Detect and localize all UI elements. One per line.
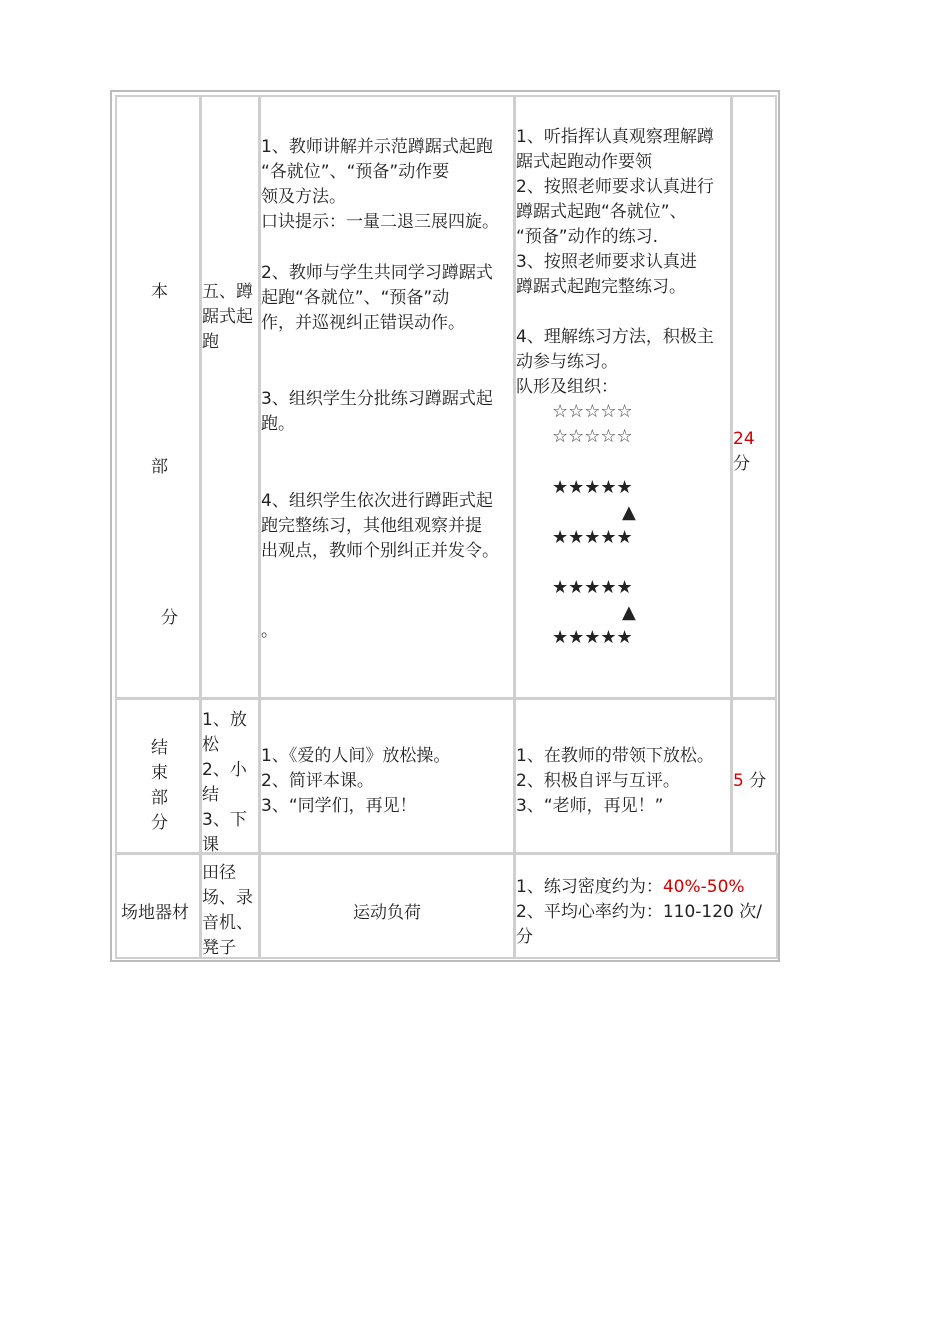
end-item-line: 1、放	[202, 710, 247, 730]
teacher-line: 4、组织学生依次进行蹲距式起	[261, 491, 493, 511]
main-item-line: 踞式起	[202, 307, 253, 327]
end-section-char: 部	[151, 788, 168, 808]
end-teacher-line: 3、“同学们，再见！	[261, 796, 417, 816]
venue-label: 场地器材	[121, 903, 189, 923]
formation-row-solid: ★★★★★	[552, 477, 633, 498]
main-time-cell	[731, 95, 777, 699]
end-section-cell	[115, 698, 201, 854]
end-item-line: 课	[202, 835, 219, 855]
teacher-line: 1、教师讲解并示范蹲踞式起跑	[261, 137, 493, 157]
main-section-cell	[115, 95, 201, 699]
formation-row-hollow: ☆☆☆☆☆	[552, 426, 633, 447]
end-time-value: 5	[733, 771, 744, 791]
flag-marker: ▲	[622, 502, 636, 523]
end-teacher-cell	[259, 698, 515, 854]
end-time-unit: 分	[743, 771, 767, 791]
student-line: 3、按照老师要求认真进	[516, 252, 697, 272]
teacher-line: 3、组织学生分批练习蹲踞式起	[261, 389, 493, 409]
equipment-line: 凳子	[202, 938, 236, 958]
teacher-line: 起跑“各就位”、“预备”动	[261, 288, 450, 308]
end-item-line: 3、下	[202, 810, 247, 830]
main-item-cell	[200, 95, 260, 699]
lesson-plan-table	[110, 90, 780, 962]
main-time-unit: 分	[733, 454, 750, 474]
teacher-line: 。	[261, 621, 278, 641]
venue-equipment-cell	[200, 853, 260, 959]
end-teacher-line: 1、《爱的人间》放松操。	[261, 746, 451, 766]
main-item-line: 五、蹲	[202, 282, 253, 302]
end-item-line: 松	[202, 735, 219, 755]
student-line: 蹲踞式起跑完整练习。	[516, 277, 686, 297]
end-section-char: 分	[151, 813, 168, 833]
end-item-line: 结	[202, 785, 219, 805]
end-time-cell	[731, 698, 777, 854]
teacher-line: 跑。	[261, 414, 295, 434]
end-section-char: 束	[151, 763, 168, 783]
venue-label-cell	[115, 853, 201, 959]
end-student-line: 3、“老师，再见！”	[516, 796, 664, 816]
load-label-cell	[259, 853, 515, 959]
student-line: “预备”动作的练习.	[516, 227, 659, 247]
end-student-cell	[514, 698, 732, 854]
teacher-line: 跑完整练习，其他组观察并提	[261, 516, 482, 536]
teacher-line: 出观点，教师个别纠正并发令。	[261, 541, 499, 561]
end-item-cell	[200, 698, 260, 854]
main-teacher-cell	[259, 95, 515, 699]
student-line: 踞式起跑动作要领	[516, 152, 652, 172]
equipment-line: 音机、	[202, 913, 253, 933]
main-item-line: 跑	[202, 332, 219, 352]
main-section-char-1: 本	[151, 282, 168, 302]
heart-rate-line: 2、平均心率约为：110-120 次/	[516, 902, 762, 922]
load-value-cell	[514, 853, 778, 959]
teacher-line: “各就位”、“预备”动作要	[261, 162, 450, 182]
load-label: 运动负荷	[353, 903, 421, 923]
student-line: 4、理解练习方法，积极主	[516, 327, 714, 347]
student-line: 蹲踞式起跑“各就位”、	[516, 202, 687, 222]
student-line: 动参与练习。	[516, 352, 618, 372]
student-line: 1、听指挥认真观察理解蹲	[516, 127, 714, 147]
main-section-char-3: 分	[161, 608, 178, 628]
teacher-line: 2、教师与学生共同学习蹲踞式	[261, 263, 493, 283]
heart-rate-line: 分	[516, 927, 533, 947]
end-student-line: 1、在教师的带领下放松。	[516, 746, 714, 766]
equipment-line: 场、录	[202, 888, 253, 908]
end-teacher-line: 2、简评本课。	[261, 771, 374, 791]
main-section-char-2: 部	[151, 457, 168, 477]
formation-row-hollow: ☆☆☆☆☆	[552, 401, 633, 422]
formation-row-solid: ★★★★★	[552, 527, 633, 548]
teacher-line: 作，并巡视纠正错误动作。	[261, 313, 465, 333]
formation-row-solid: ★★★★★	[552, 577, 633, 598]
formation-row-solid: ★★★★★	[552, 627, 633, 648]
end-section-char: 结	[151, 738, 168, 758]
flag-marker: ▲	[622, 602, 636, 623]
teacher-line: 领及方法。	[261, 187, 346, 207]
equipment-line: 田径	[202, 863, 236, 883]
density-label: 1、练习密度约为：	[516, 877, 663, 897]
main-time-value: 24	[733, 429, 755, 449]
teacher-line: 口诀提示：一量二退三展四旋。	[261, 212, 499, 232]
density-value: 40%-50%	[662, 877, 745, 897]
student-line: 队形及组织：	[516, 377, 618, 397]
end-student-line: 2、积极自评与互评。	[516, 771, 680, 791]
student-line: 2、按照老师要求认真进行	[516, 177, 714, 197]
end-item-line: 2、小	[202, 760, 247, 780]
